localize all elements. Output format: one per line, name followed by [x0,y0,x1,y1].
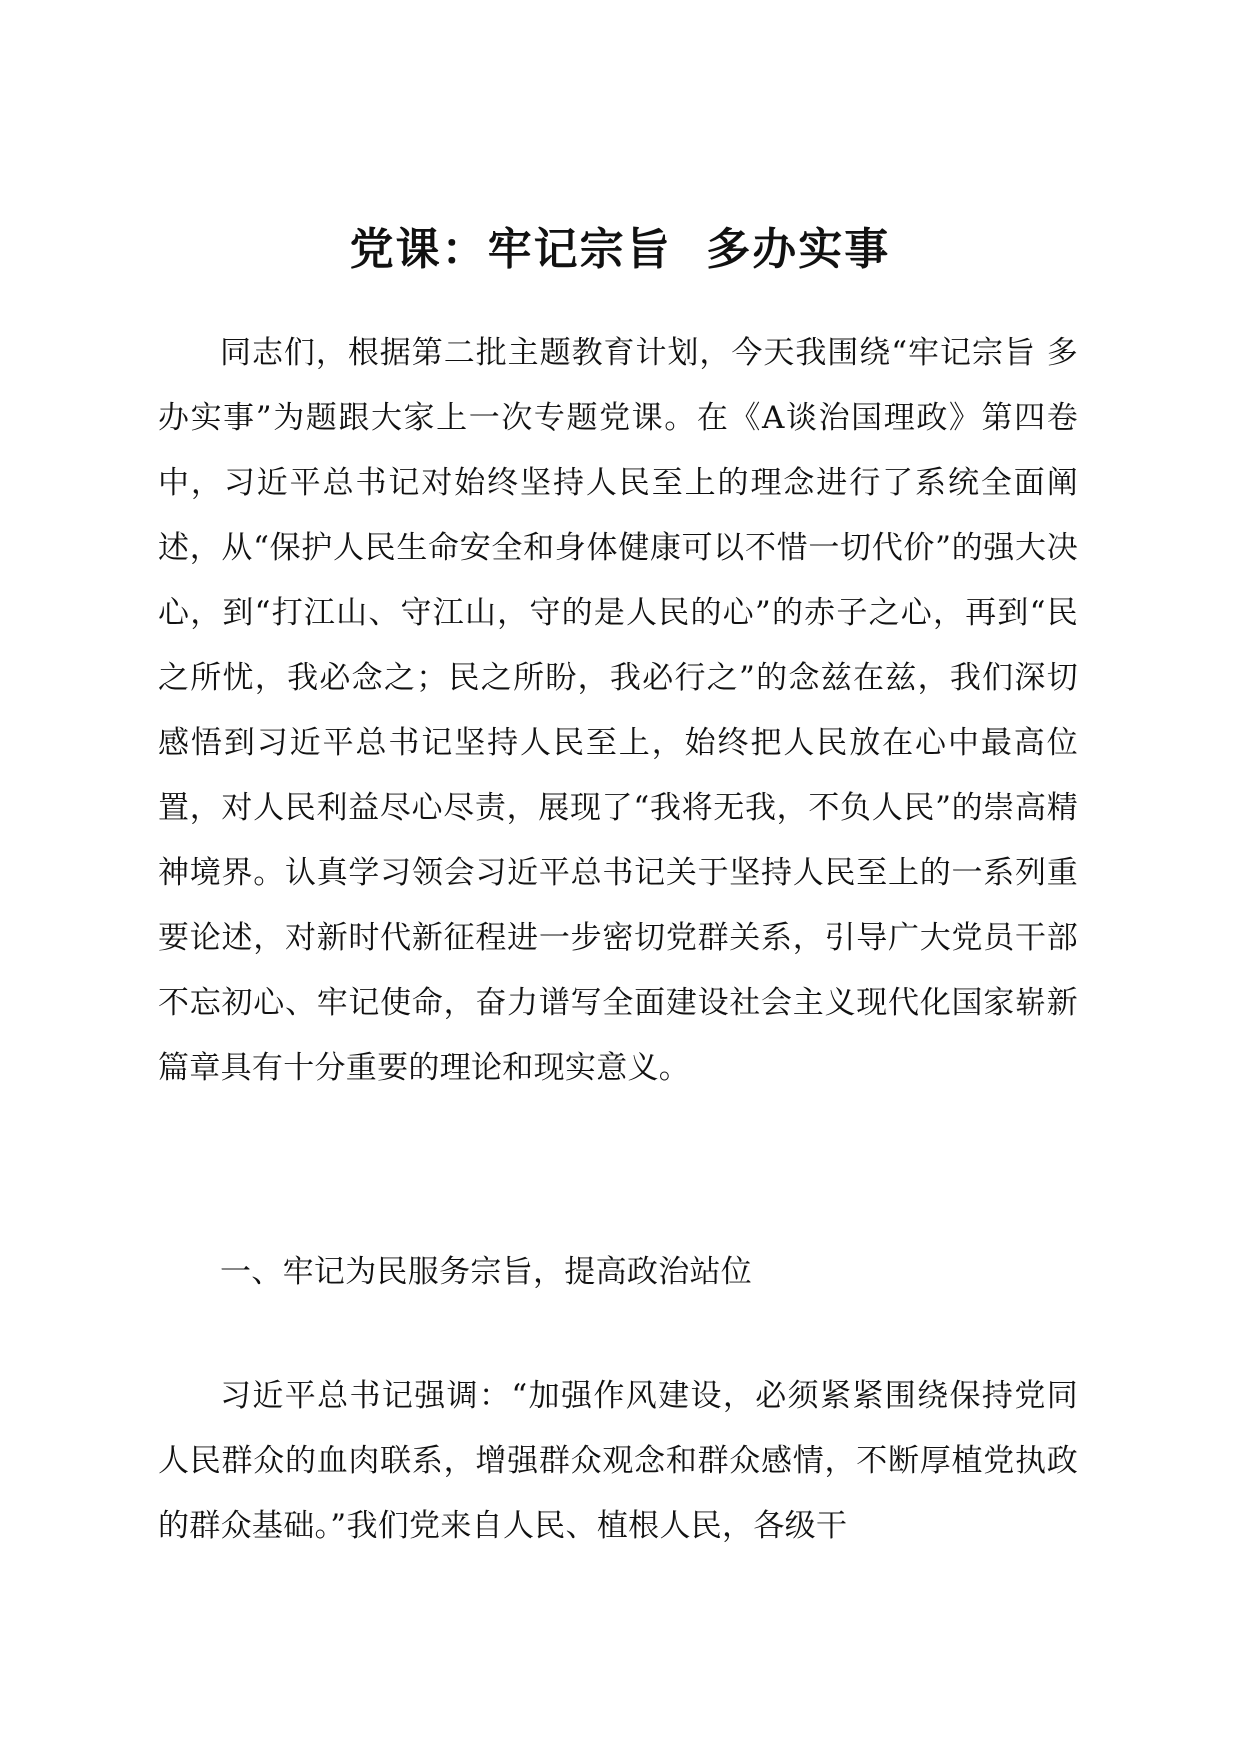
body-paragraph: 习近平总书记强调：“加强作风建设，必须紧紧围绕保持党同人民群众的血肉联系，增强群众观念和群众感情，不断厚植党执政的群众基础。”我们党来自人民、植根人民，各级干 [158,1378,1078,1544]
document-title: 党课：牢记宗旨 多办实事 [349,224,891,275]
section-heading: 一、牢记为民服务宗旨，提高政治站位 [220,1254,753,1290]
intro-paragraph: 同志们，根据第二批主题教育计划，今天我围绕“牢记宗旨 多办实事”为题跟大家上一次专题党课。在《A谈治国理政》第四卷中，习近平总书记对始终坚持人民至上的理念进行了系统全面阐述，从“保护人民生命安全和身体健康可以不惜一切代价”的强大决心，到“打江山、守江山，守的是人民的心”的赤子之心，再到“民之所忧，我必念之；民之所盼，我必行之”的念兹在兹，我们深切感悟到习近平总书记坚持人民至上，始终把人民放在心中最高位置，对人民利益尽心尽责，展现了“我将无我，不负人民”的崇高精神境界。认真学习领会习近平总书记关于坚持人民至上的一系列重要论述，对新时代新征程进一步密切党群关系，引导广大党员干部不忘初心、牢记使命，奋力谱写全面建设社会主义现代化国家崭新篇章具有十分重要的理论和现实意义。 [158,335,1078,1086]
